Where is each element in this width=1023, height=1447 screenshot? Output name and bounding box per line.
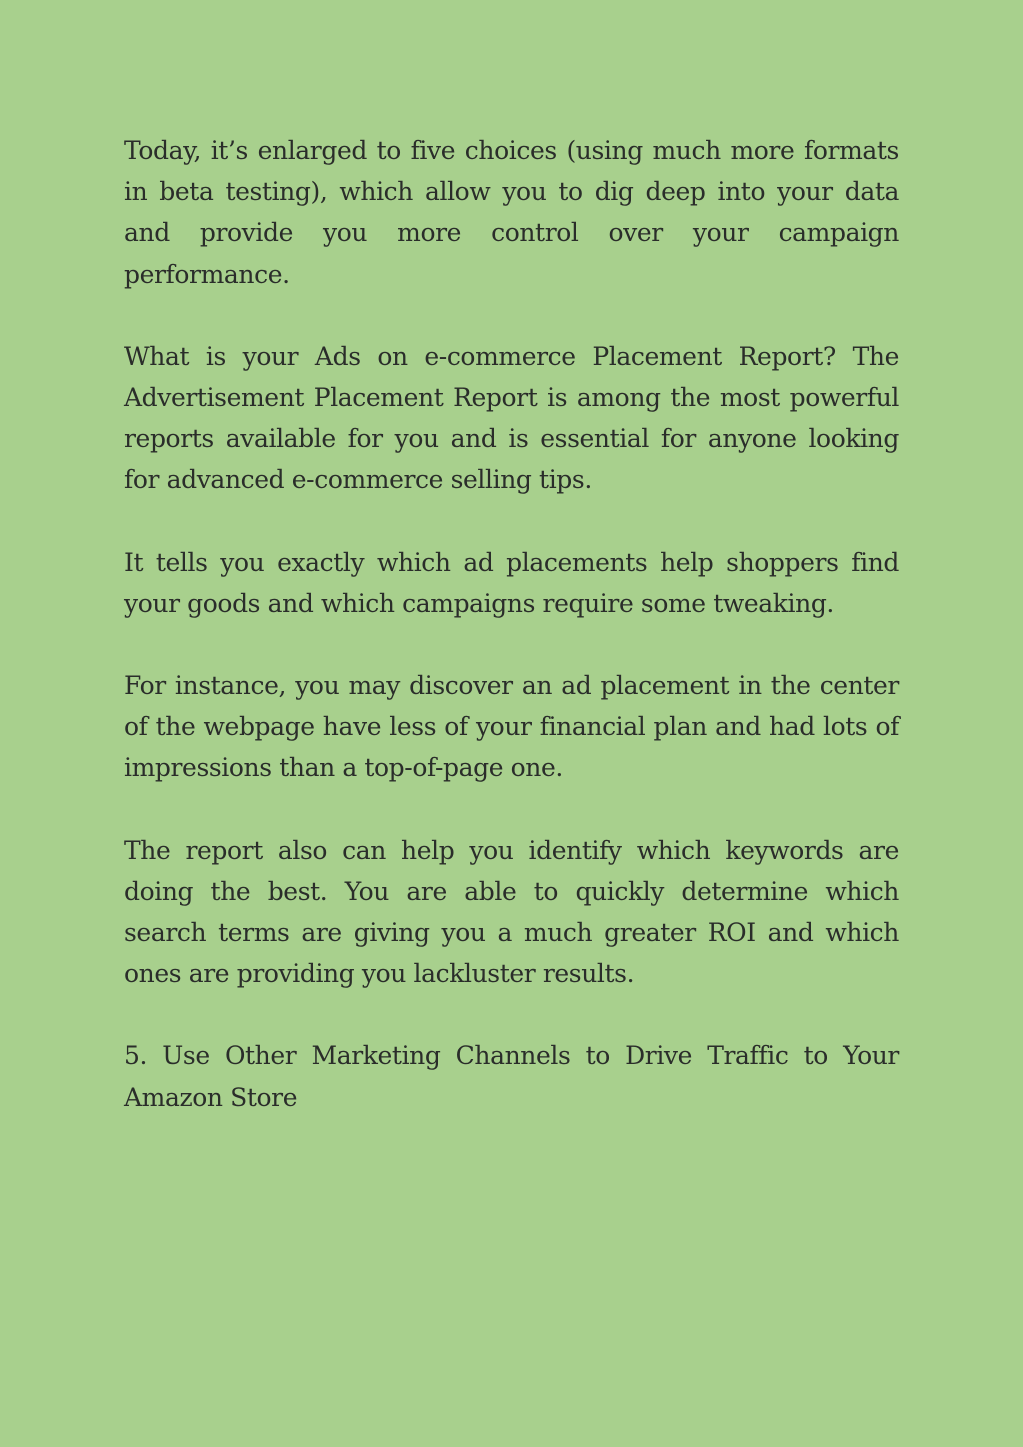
paragraph-placement-report: What is your Ads on e-commerce Placement Report? The Advertisement Placement Report is among the most powerful reports available for you and is essential for anyone looking for advanced e-commerce selling tips. xyxy=(124,341,899,495)
paragraph-keywords: The report also can help you identify which keywords are doing the best. You are able to quickly determine which search terms are giving you a much greater ROI and which ones are providing you lackluster results. xyxy=(124,835,899,989)
paragraph-instance: For instance, you may discover an ad placement in the center of the webpage have less of your financial plan and had lots of impressions than a top-of-page one. xyxy=(124,671,899,783)
section-heading-marketing-channels: 5. Use Other Marketing Channels to Drive Traffic to Your Amazon Store xyxy=(124,1041,899,1112)
paragraph-formats-intro: Today, it’s enlarged to five choices (using much more formats in beta testing), which allow you to dig deep into your data and provide you more control over your campaign performance. xyxy=(124,136,899,289)
paragraph-ad-placements: It tells you exactly which ad placements help shoppers find your goods and which campaigns require some tweaking. xyxy=(124,547,899,618)
